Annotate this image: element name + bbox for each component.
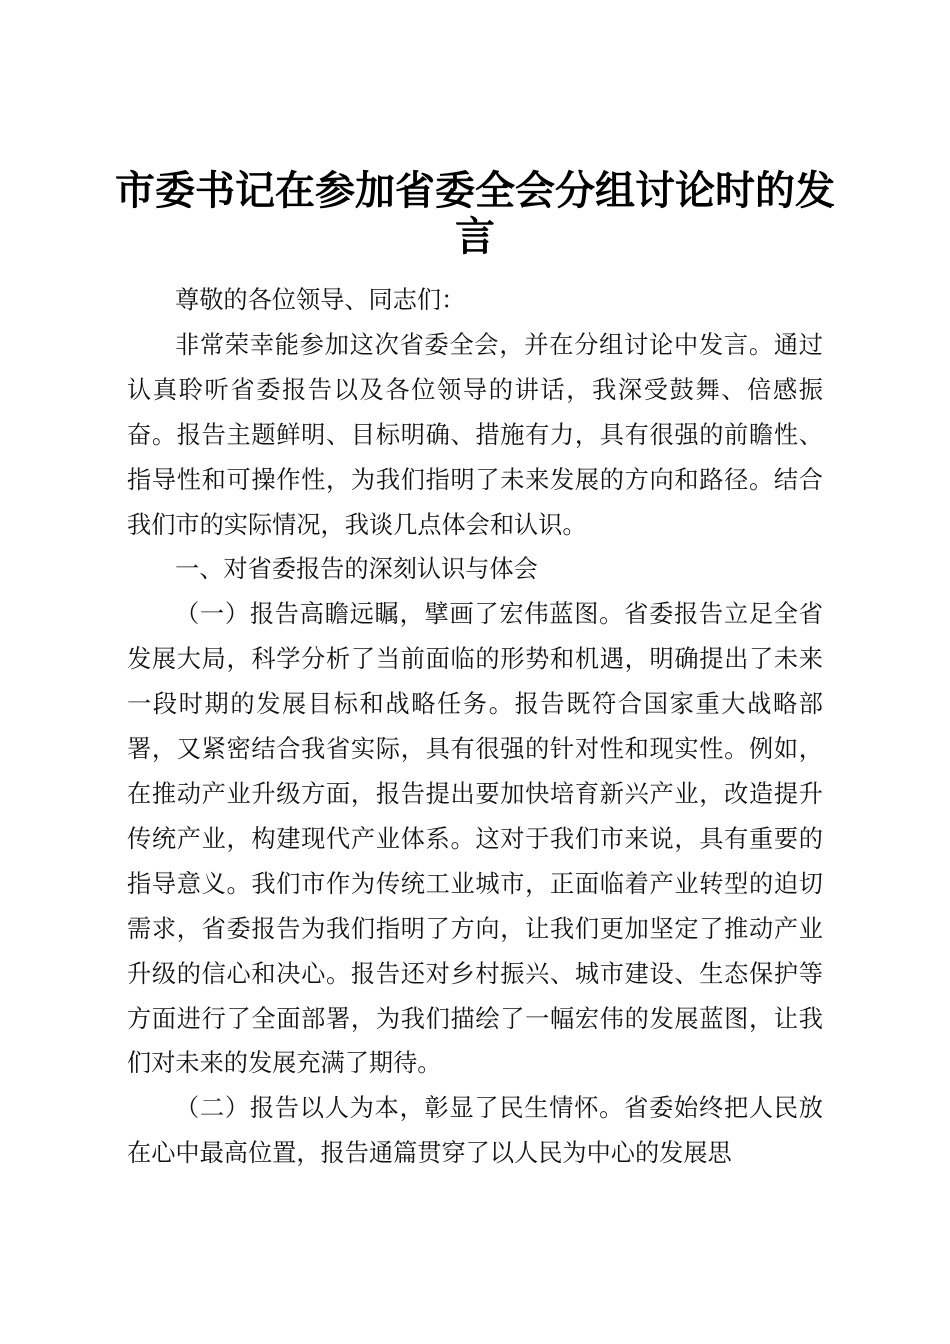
paragraph-subsection-2: （二）报告以人为本，彰显了民生情怀。省委始终把人民放在心中最高位置，报告通篇贯穿了以人民为中心的发展思 [127,1094,823,1168]
section-heading-1: 一、对省委报告的深刻认识与体会 [175,555,538,584]
salutation: 尊敬的各位领导、同志们： [175,286,466,314]
document-body [127,278,823,1176]
paragraph-subsection-1: （一）报告高瞻远瞩，擘画了宏伟蓝图。省委报告立足全省发展大局，科学分析了当前面临的形势和机遇，明确提出了未来一段时期的发展目标和战略任务。报告既符合国家重大战略部署，又紧密结合我省实际，具有很强的针对性和现实性。例如，在推动产业升级方面，报告提出要加快培育新兴产业，改造提升传统产业，构建现代产业体系。这对于我们市来说，具有重要的指导意义。我们市作为传统工业城市，正面临着产业转型的迫切需求，省委报告为我们指明了方向，让我们更加坚定了推动产业升级的信心和决心。报告还对乡村振兴、城市建设、生态保护等方面进行了全面部署，为我们描绘了一幅宏伟的发展蓝图，让我们对未来的发展充满了期待。 [127,600,823,1078]
document-title: 市委书记在参加省委全会分组讨论时的发言 [115,168,835,260]
paragraph-intro: 非常荣幸能参加这次省委全会，并在分组讨论中发言。通过认真聆听省委报告以及各位领导的讲话，我深受鼓舞、倍感振奋。报告主题鲜明、目标明确、措施有力，具有很强的前瞻性、指导性和可操作性，为我们指明了未来发展的方向和路径。结合我们市的实际情况，我谈几点体会和认识。 [127,330,823,539]
